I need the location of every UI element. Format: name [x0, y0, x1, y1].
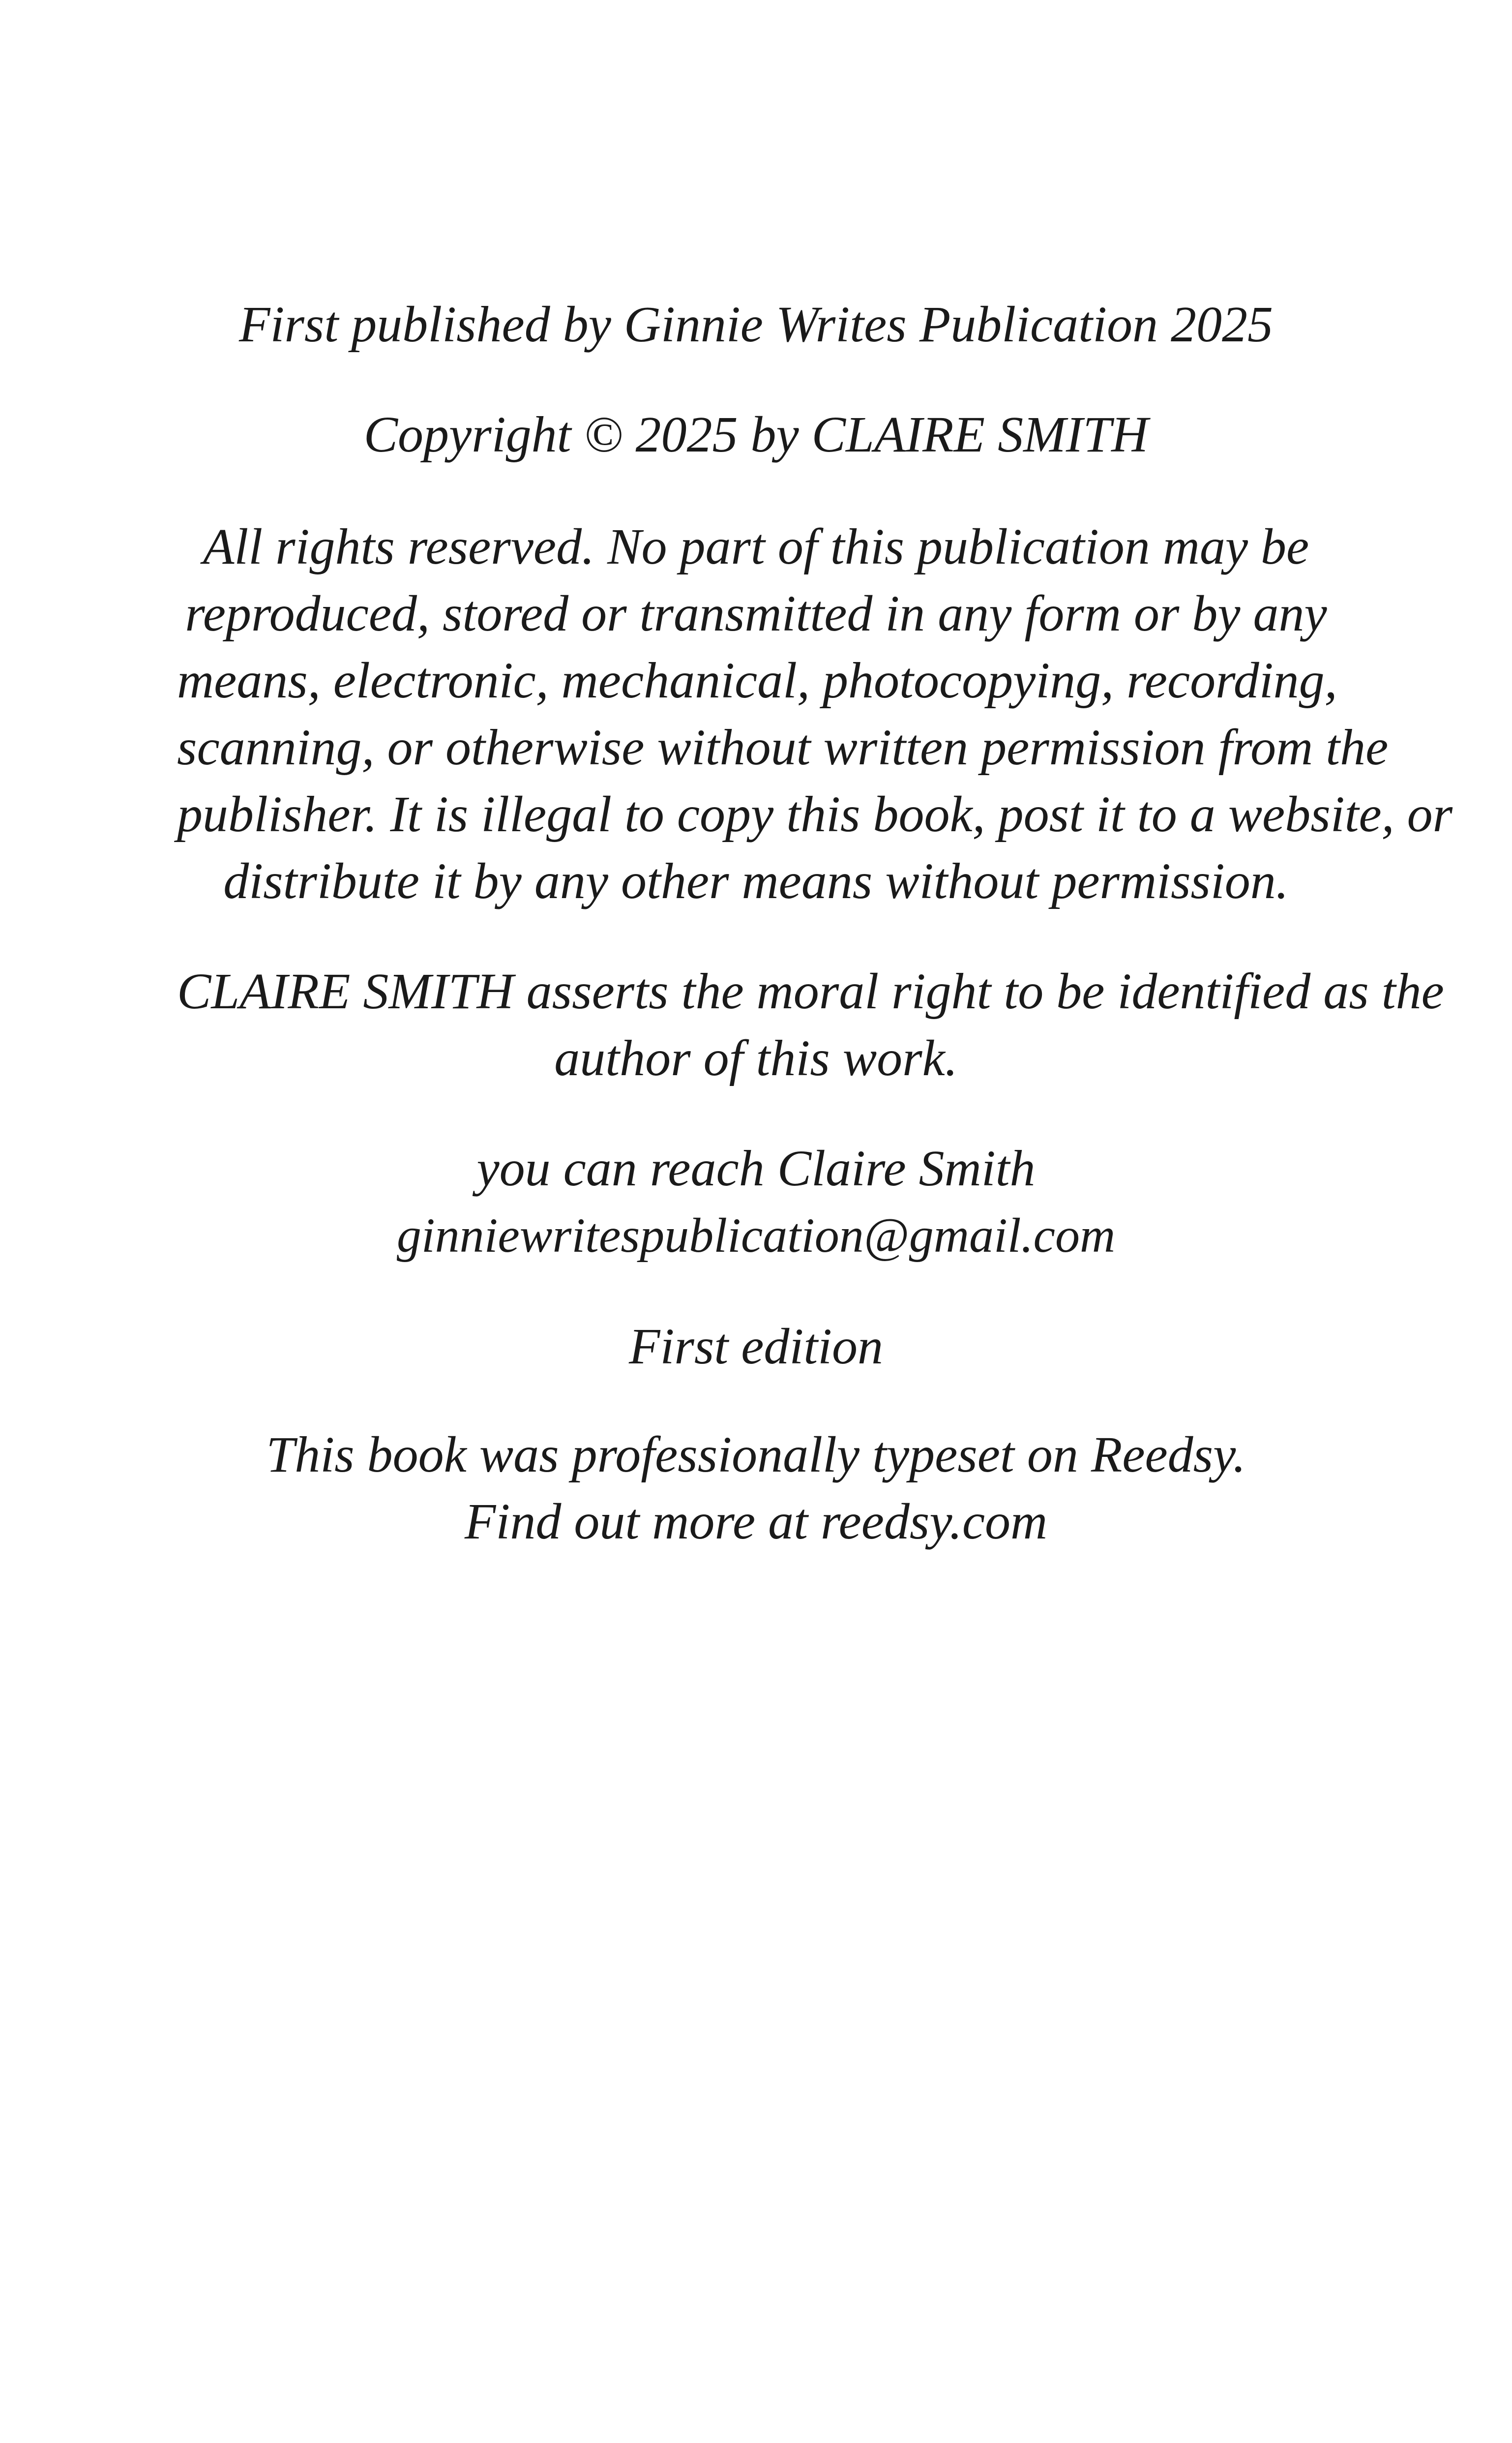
copyright-statement [177, 401, 1335, 468]
contact-intro: you can reach Claire Smith [476, 1140, 1036, 1197]
contact-section [177, 1135, 1335, 1269]
edition-statement [177, 1313, 1335, 1380]
rights-reserved-line: All rights reserved. No part of this publication may be [203, 518, 1309, 575]
moral-right-line: author of this work. [554, 1030, 958, 1086]
typeset-line: This book was professionally typeset on Reedsy. [266, 1426, 1246, 1483]
rights-reserved-line: distribute it by any other means without permission. [223, 853, 1289, 909]
typeset-credit [177, 1421, 1335, 1555]
copyright-text: Copyright © 2025 by CLAIRE SMITH [363, 406, 1149, 463]
moral-right-line: CLAIRE SMITH asserts the moral right to be identified as the [177, 963, 1444, 1020]
rights-reserved-line: scanning, or otherwise without written permission from the [177, 719, 1389, 776]
contact-email: ginniewritespublication@gmail.com [396, 1208, 1116, 1263]
rights-reserved-line: reproduced, stored or transmitted in any form or by any [185, 585, 1327, 642]
first-published-text: First published by Ginnie Writes Publication 2025 [239, 296, 1273, 353]
typeset-line: Find out more at reedsy.com [464, 1493, 1048, 1550]
rights-reserved-line: means, electronic, mechanical, photocopying, recording, [177, 652, 1337, 709]
edition-text: First edition [628, 1318, 884, 1375]
rights-reserved-paragraph [177, 513, 1453, 915]
first-published-statement [177, 291, 1335, 358]
moral-right-paragraph [177, 958, 1444, 1092]
rights-reserved-line: publisher. It is illegal to copy this book, post it to a website, or [177, 786, 1453, 843]
